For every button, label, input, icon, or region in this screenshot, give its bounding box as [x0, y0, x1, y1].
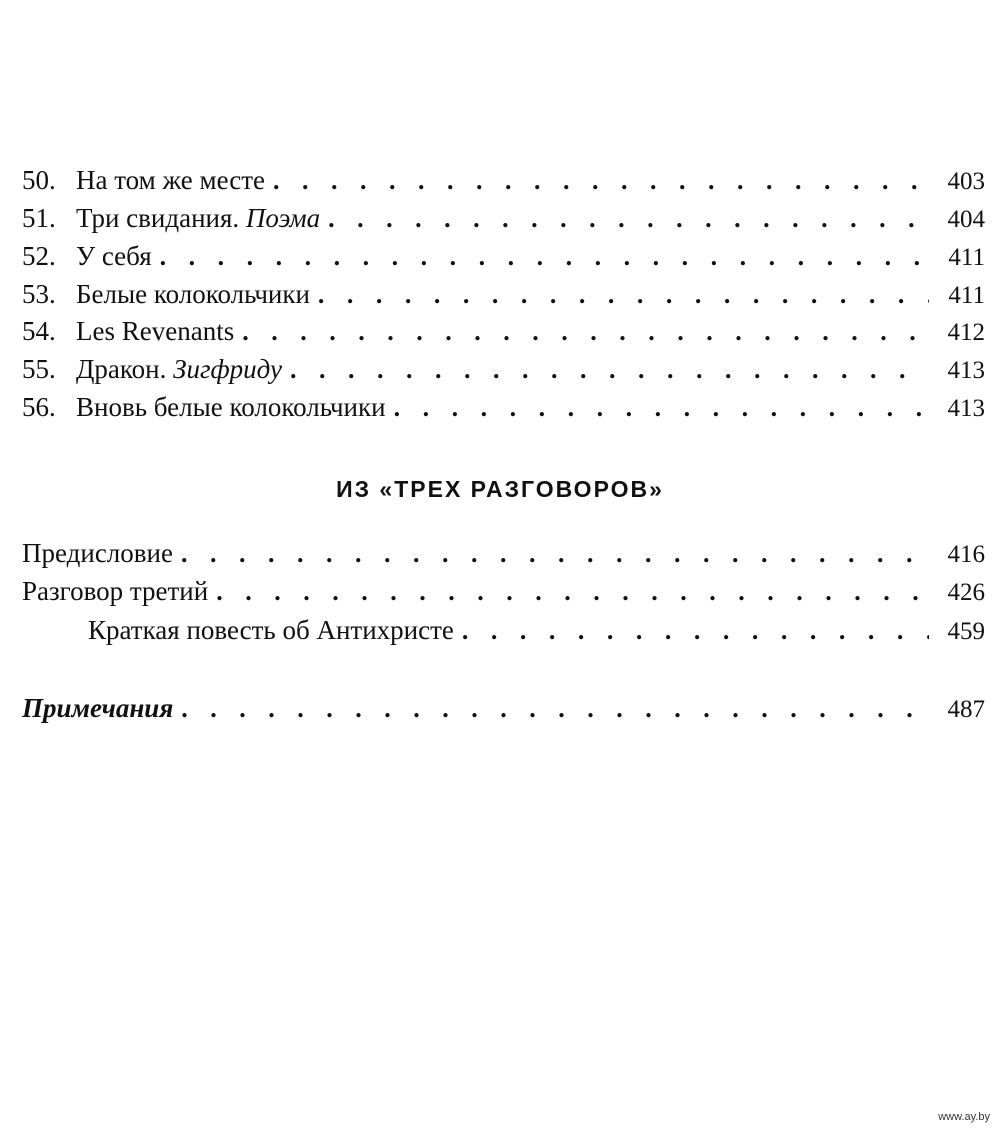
entry-title-italic: Зигфриду: [173, 354, 282, 384]
entry-number: 56.: [22, 392, 56, 422]
entry-title: Дракон. Зигфриду: [76, 354, 282, 384]
entry-title: Разговор третий: [22, 576, 209, 606]
entry-page: 487: [947, 696, 985, 723]
dot-leader: [216, 574, 929, 610]
toc-entry: [22, 276, 985, 312]
entry-title: Белые колокольчики: [76, 279, 310, 309]
entry-title: Краткая повесть об Антихристе: [88, 615, 454, 645]
toc-entry: [22, 200, 985, 236]
dot-leader: [273, 163, 929, 199]
entry-page: 416: [947, 541, 985, 568]
toc-entry: [22, 573, 985, 609]
toc-entry: [22, 351, 985, 387]
entry-title: Вновь белые колокольчики: [76, 392, 386, 422]
entry-number: 53.: [22, 279, 56, 309]
entry-number: 50.: [22, 165, 56, 195]
entry-title: У себя: [76, 241, 152, 271]
watermark: www.ay.by: [938, 1111, 990, 1123]
entry-number: 54.: [22, 316, 56, 346]
entry-number: 55.: [22, 354, 56, 384]
dot-leader: [462, 613, 929, 649]
entry-page: 404: [947, 206, 985, 233]
toc-entry: [22, 313, 985, 349]
dot-leader: [318, 277, 929, 313]
toc-entry: [22, 389, 985, 425]
entry-title: Примечания: [22, 693, 174, 723]
dot-leader: [290, 352, 929, 388]
dot-leader: [328, 201, 929, 237]
entry-page: 413: [947, 357, 985, 384]
dot-leader: [181, 691, 929, 727]
toc-entry: [22, 162, 985, 198]
entry-page: 411: [948, 282, 985, 309]
entry-page: 403: [947, 168, 985, 195]
entry-number: 52.: [22, 241, 56, 271]
entry-number: 51.: [22, 203, 56, 233]
entry-title: Три свидания. Поэма: [76, 203, 321, 233]
entry-page: 413: [947, 395, 985, 422]
toc-entry-notes: [22, 690, 985, 726]
entry-page: 459: [947, 618, 985, 645]
dot-leader: [242, 314, 929, 350]
dot-leader: [160, 239, 929, 275]
entry-page: 426: [947, 579, 985, 606]
entry-page: 412: [947, 319, 985, 346]
section-heading: ИЗ «ТРЕХ РАЗГОВОРОВ»: [336, 476, 664, 502]
toc-entry: [22, 535, 985, 571]
entry-title-italic: Поэма: [245, 203, 321, 233]
dot-leader: [181, 536, 929, 572]
entry-title: На том же месте: [76, 165, 266, 195]
toc-entry: [22, 612, 985, 648]
entry-page: 411: [948, 244, 985, 271]
entry-title: Les Revenants: [76, 316, 235, 346]
toc-entry: [22, 238, 985, 274]
entry-title: Предисловие: [22, 538, 173, 568]
dot-leader: [394, 390, 929, 426]
